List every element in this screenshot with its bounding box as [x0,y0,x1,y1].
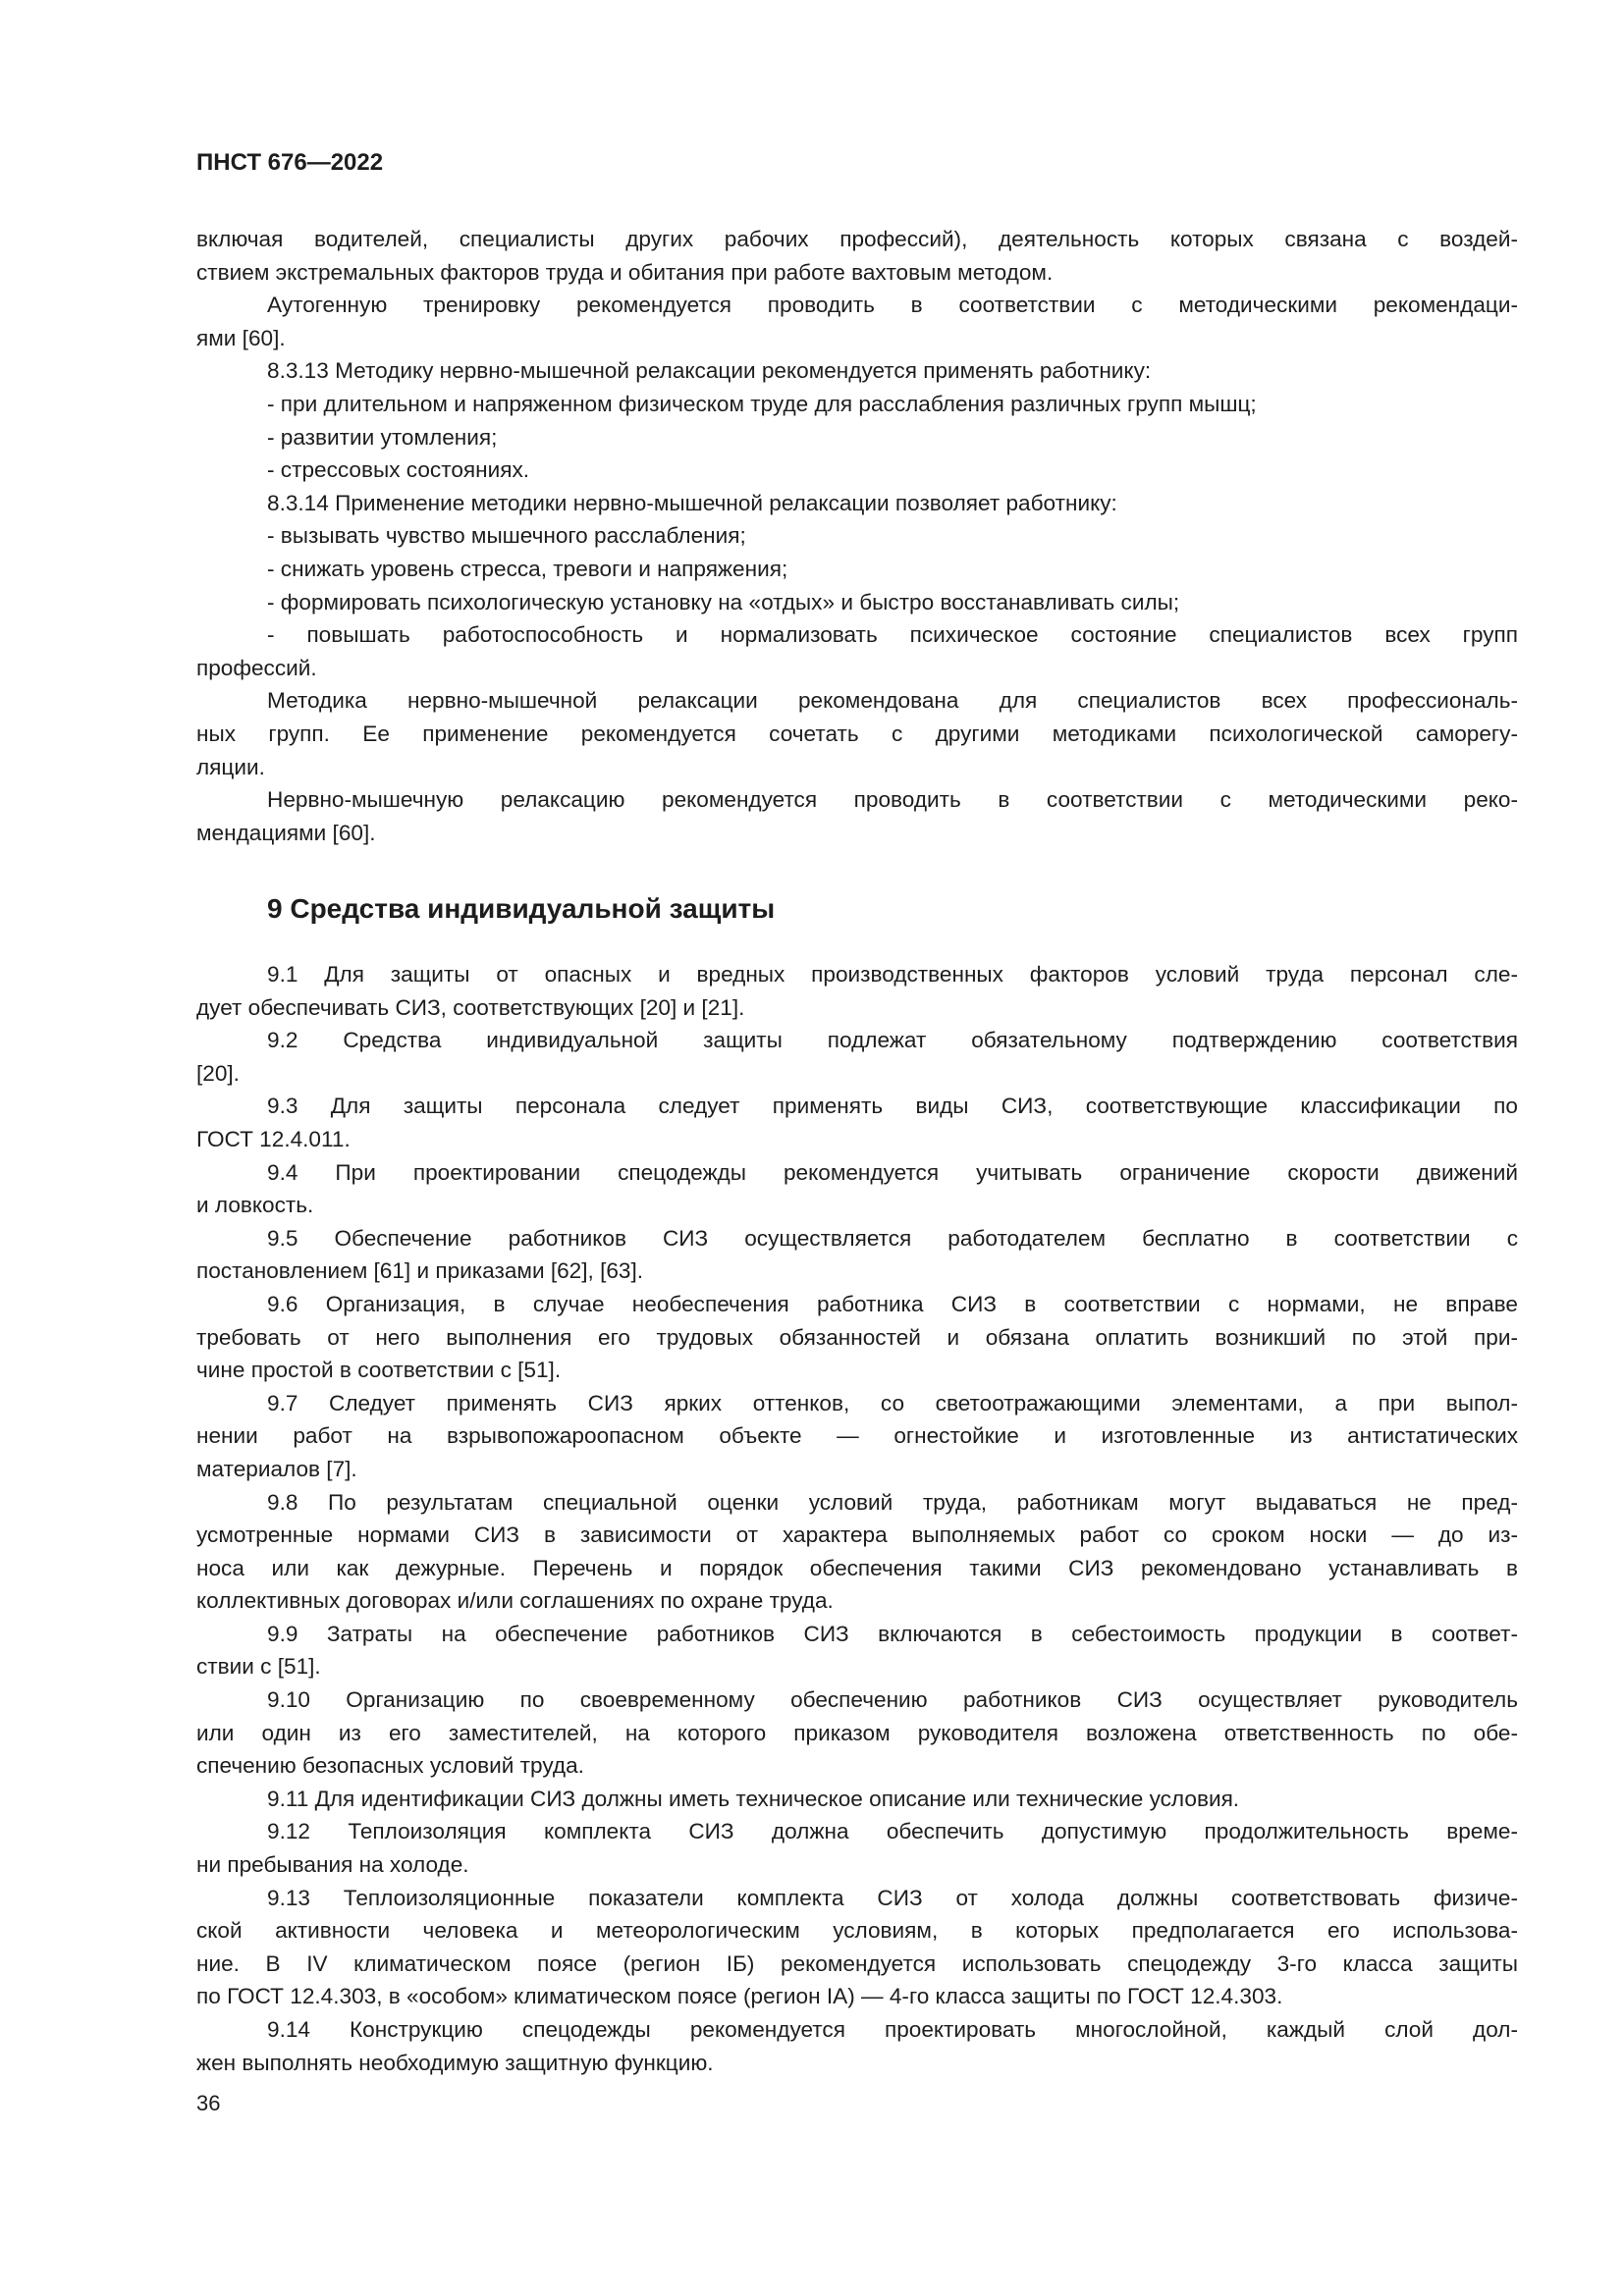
text-line: или один из его заместителей, на которого приказом руководителя возложена ответственность по обе- [196,1720,1518,1745]
text-line: - снижать уровень стресса, тревоги и напряжения; [267,556,788,581]
text-line: 8.3.13 Методику нервно-мышечной релаксации рекомендуется применять работнику: [267,358,1152,384]
text-line: нении работ на взрывопожароопасном объекте — огнестойкие и изготовленные из антистатических [196,1423,1518,1449]
paragraph [196,553,1518,586]
text-line: 9.14 Конструкцию спецодежды рекомендуется проектировать многослойной, каждый слой дол- [267,2017,1518,2042]
text-line: - формировать психологическую установку на «отдых» и быстро восстанавливать силы; [267,589,1180,614]
text-line: - повышать работоспособность и нормализовать психическое состояние специалистов всех групп [267,622,1518,648]
paragraph [196,1683,1518,1783]
text-line: 9.5 Обеспечение работников СИЗ осуществляется работодателем бесплатно в соответствии с [267,1225,1518,1251]
text-line: ствии с [51]. [196,1654,321,1680]
text-line: усмотренные нормами СИЗ в зависимости от характера выполняемых работ со сроком носки — до из- [196,1522,1518,1548]
paragraph [196,1222,1518,1288]
text-line: ской активности человека и метеорологическим условиям, в которых предполагается его использова- [196,1918,1518,1944]
text-line: мендациями [60]. [196,820,376,845]
text-line: жен выполнять необходимую защитную функцию. [196,2050,714,2075]
paragraph [196,223,1518,289]
text-line: Аутогенную тренировку рекомендуется проводить в соответствии с методическими рекомендаци- [267,293,1518,318]
text-line: профессий. [196,655,317,680]
text-line: - стрессовых состояниях. [267,457,530,483]
text-line: 9.4 При проектировании спецодежды рекомендуется учитывать ограничение скорости движений [267,1159,1518,1185]
paragraph [196,618,1518,684]
text-line: Методика нервно-мышечной релаксации рекомендована для специалистов всех профессиональ- [267,688,1518,714]
text-line: по ГОСТ 12.4.303, в «особом» климатическом поясе (регион IА) — 4-го класса защиты по ГОСТ 12.4.303. [196,1984,1283,2009]
text-line: - вызывать чувство мышечного расслабления; [267,523,746,549]
text-line: носа или как дежурные. Перечень и порядок обеспечения такими СИЗ рекомендовано устанавливать в [196,1555,1518,1580]
text-line: включая водителей, специалисты других рабочих профессий), деятельность которых связана с воздей- [196,227,1518,251]
paragraph [196,1486,1518,1618]
text-line: и ловкость. [196,1193,314,1218]
paragraph [196,519,1518,553]
text-line: 9.11 Для идентификации СИЗ должны иметь техническое описание или технические условия. [267,1786,1240,1811]
text-line: материалов [7]. [196,1456,357,1481]
paragraph [196,684,1518,783]
paragraph [196,586,1518,619]
paragraph [196,1882,1518,2013]
paragraph [196,354,1518,388]
text-line: 9.9 Затраты на обеспечение работников СИЗ включаются в себестоимость продукции в соответ- [267,1621,1518,1646]
text-line: требовать от него выполнения его трудовых обязанностей и обязана оплатить возникший по этой при- [196,1324,1518,1350]
page-number: 36 [196,2091,221,2115]
text-line: ляции. [196,754,265,779]
section-9-heading: 9 Средства индивидуальной защиты [267,893,776,924]
text-line: постановлением [61] и приказами [62], [63]. [196,1258,644,1284]
text-line: ни пребывания на холоде. [196,1852,469,1878]
paragraph [196,1288,1518,1387]
text-line: ствием экстремальных факторов труда и обитания при работе вахтовым методом. [196,259,1054,285]
text-line: Нервно-мышечную релаксацию рекомендуется проводить в соответствии с методическими реко- [267,787,1518,813]
paragraph [196,289,1518,354]
paragraph [196,1024,1518,1090]
text-line: ние. В IV климатическом поясе (регион IБ) рекомендуется использовать спецодежду 3-го класса защиты [196,1950,1518,1976]
text-line: 9.13 Теплоизоляционные показатели комплекта СИЗ от холода должны соответствовать физиче- [267,1885,1518,1910]
paragraph [196,388,1518,421]
text-line: ями [60]. [196,325,286,350]
paragraph [196,1156,1518,1222]
text-line: 9.6 Организация, в случае необеспечения работника СИЗ в соответствии с нормами, не вправе [267,1291,1518,1316]
text-line: - развитии утомления; [267,424,498,450]
paragraph [196,1815,1518,1881]
text-line: ГОСТ 12.4.011. [196,1126,351,1151]
section-9-text [196,958,1518,2079]
text-line: - при длительном и напряженном физическом труде для расслабления различных групп мышц; [267,391,1257,416]
paragraph [196,958,1518,1024]
text-line: спечению безопасных условий труда. [196,1753,584,1779]
paragraph [196,783,1518,849]
paragraph [196,454,1518,487]
text-line: 9.3 Для защиты персонала следует применять виды СИЗ, соответствующие классификации по [267,1094,1518,1119]
text-line: 9.7 Следует применять СИЗ ярких оттенков, со светоотражающими элементами, а при выпол- [267,1390,1518,1415]
paragraph [196,421,1518,454]
text-line: 9.12 Теплоизоляция комплекта СИЗ должна обеспечить допустимую продолжительность време- [267,1819,1518,1844]
text-line: 8.3.14 Применение методики нервно-мышечной релаксации позволяет работнику: [267,490,1117,515]
text-line: ных групп. Ее применение рекомендуется сочетать с другими методиками психологической саморегу- [196,721,1518,746]
text-line: коллективных договорах и/или соглашениях по охране труда. [196,1588,834,1614]
paragraph [196,1387,1518,1486]
paragraph [196,1783,1518,1816]
paragraph [196,487,1518,520]
paragraph [196,1618,1518,1683]
text-line: чине простой в соответствии с [51]. [196,1358,562,1383]
text-line: дует обеспечивать СИЗ, соответствующих [20] и [21]. [196,994,745,1020]
paragraph [196,2013,1518,2079]
text-line: 9.8 По результатам специальной оценки условий труда, работникам могут выдаваться не пред- [267,1489,1518,1515]
text-line: 9.2 Средства индивидуальной защиты подлежат обязательному подтверждению соответствия [267,1028,1518,1053]
document-code-header: ПНСТ 676—2022 [196,149,384,176]
text-line: [20]. [196,1060,240,1086]
paragraph [196,1090,1518,1155]
text-line: 9.10 Организацию по своевременному обеспечению работников СИЗ осуществляет руководитель [267,1687,1518,1713]
section-8-text [196,223,1518,849]
text-line: 9.1 Для защиты от опасных и вредных производственных факторов условий труда персонал сле- [267,962,1518,987]
